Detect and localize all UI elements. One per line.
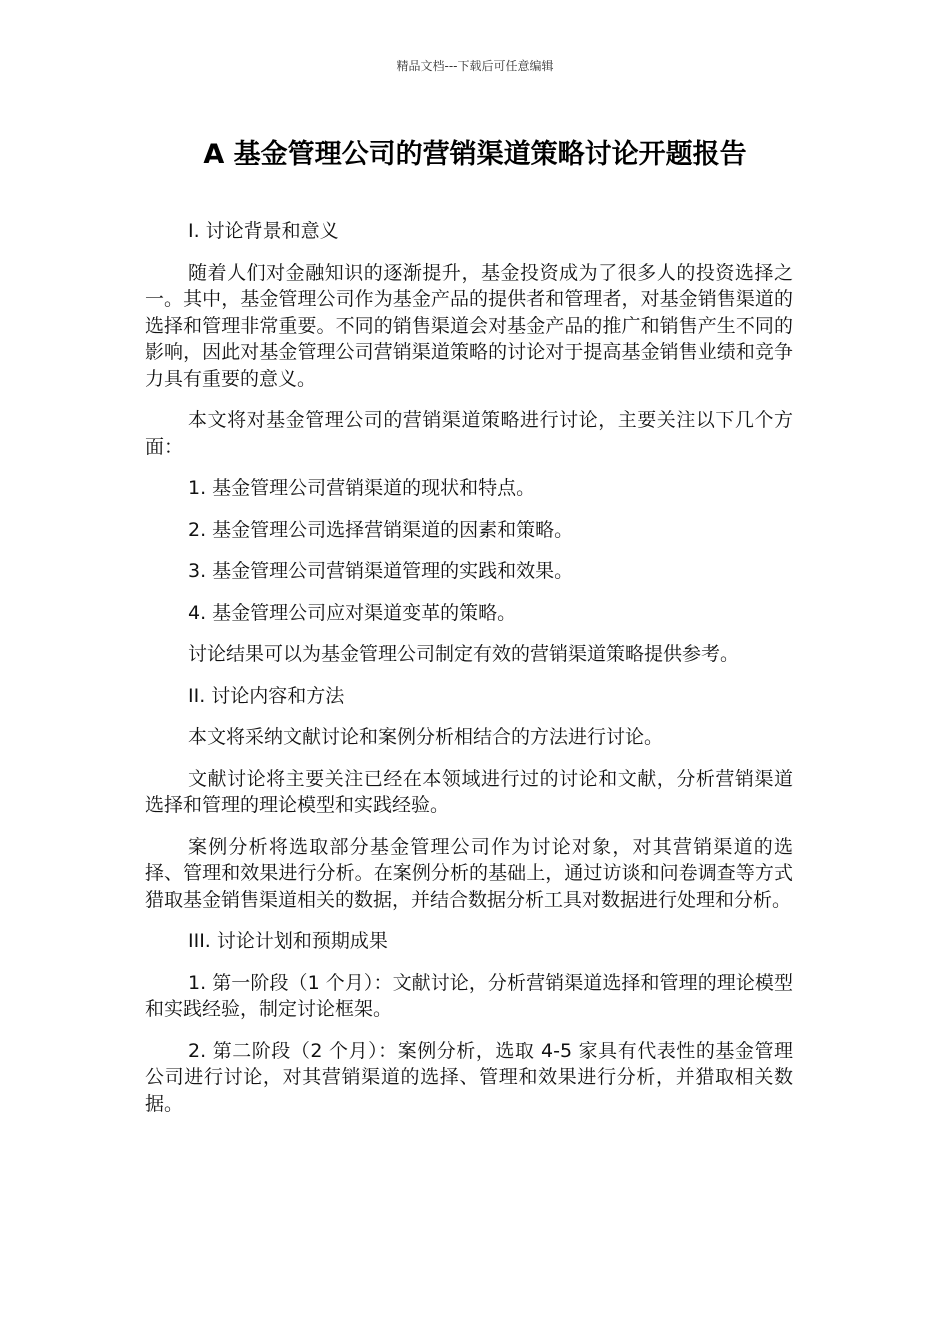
paragraph-background: 随着人们对金融知识的逐渐提升，基金投资成为了很多人的投资选择之一。其中，基金管理公司作为基金产品的提供者和管理者，对基金销售渠道的选择和管理非常重要。不同的销售渠道会对基金产品的推广和销售产生不同的影响，因此对基金管理公司营销渠道策略的讨论对于提高基金销售业绩和竞争力具有重要的意义。 [145, 261, 793, 390]
paragraph-outcome: 讨论结果可以为基金管理公司制定有效的营销渠道策略提供参考。 [188, 643, 740, 665]
list-item-2: 2. 基金管理公司选择营销渠道的因素和策略。 [188, 518, 574, 541]
list-item-1: 1. 基金管理公司营销渠道的现状和特点。 [188, 477, 536, 499]
document-title: A 基金管理公司的营销渠道策略讨论开题报告 [203, 139, 747, 170]
section-heading-3: III. 讨论计划和预期成果 [188, 930, 388, 952]
paragraph-focus-intro: 本文将对基金管理公司的营销渠道策略进行讨论，主要关注以下几个方面： [145, 409, 793, 458]
list-item-3: 3. 基金管理公司营销渠道管理的实践和效果。 [188, 560, 574, 582]
plan-stage-1: 1. 第一阶段（1 个月）：文献讨论，分析营销渠道选择和管理的理论模型和实践经验，制定讨论框架。 [145, 971, 793, 1020]
plan-stage-2: 2. 第二阶段（2 个月）：案例分析，选取 4-5 家具有代表性的基金管理公司进行讨论，对其营销渠道的选择、管理和效果进行分析，并猎取相关数据。 [145, 1039, 793, 1115]
section-heading-2: II. 讨论内容和方法 [188, 684, 345, 707]
paragraph-case-study: 案例分析将选取部分基金管理公司作为讨论对象，对其营销渠道的选择、管理和效果进行分析。在案例分析的基础上，通过访谈和问卷调查等方式猎取基金销售渠道相关的数据，并结合数据分析工具对数据进行处理和分析。 [145, 835, 793, 911]
header-note: 精品文档---下载后可任意编辑 [396, 59, 554, 73]
section-heading-1: I. 讨论背景和意义 [188, 220, 339, 242]
list-item-4: 4. 基金管理公司应对渠道变革的策略。 [188, 601, 517, 624]
paragraph-method: 本文将采纳文献讨论和案例分析相结合的方法进行讨论。 [188, 726, 664, 748]
paragraph-literature: 文献讨论将主要关注已经在本领域进行过的讨论和文献，分析营销渠道选择和管理的理论模型和实践经验。 [145, 767, 793, 816]
document-body [145, 218, 793, 1132]
